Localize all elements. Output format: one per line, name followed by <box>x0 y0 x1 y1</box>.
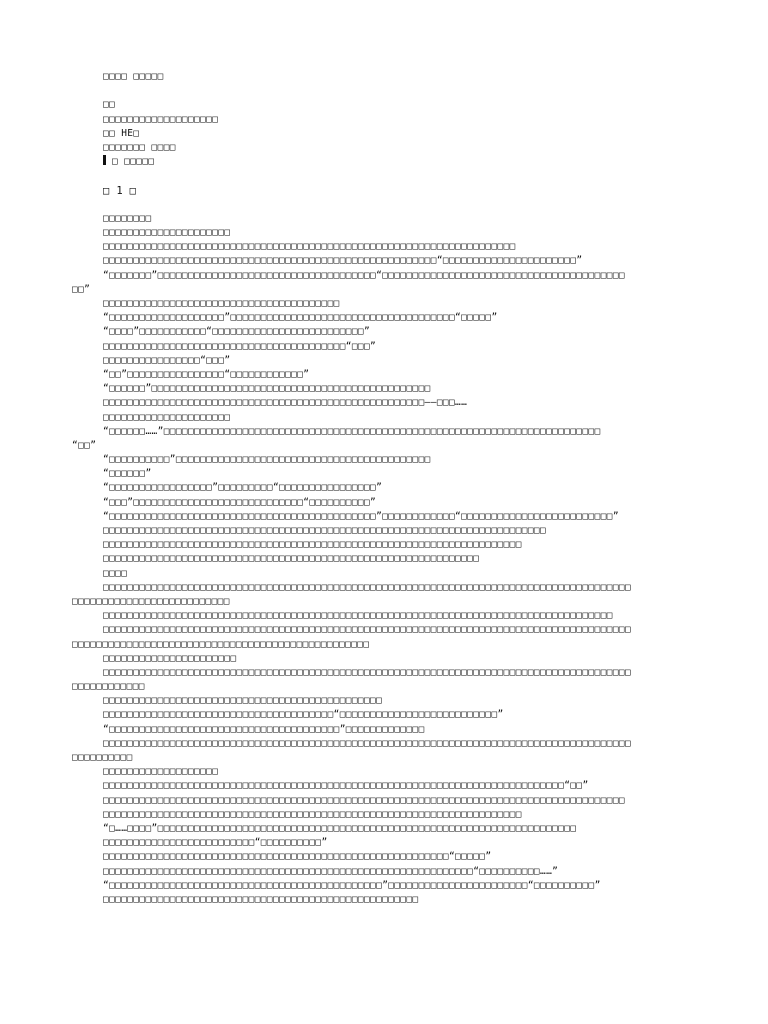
text-line: □□□□□□□□□□□□□□□□□□□□□□□□□“□□□□□□□□□□” <box>103 837 328 849</box>
text-column <box>72 70 712 907</box>
text-line: □□□□□□□□□□□□□□□□□□□□□□ <box>103 652 237 664</box>
text-line: □□□□□□□□□□□□□□□□□□□□□□□□□□□□□□□□□□□□□□□□□□□□□□□□□□□□□□□□□□□□□□□□□□□□□ <box>103 539 522 551</box>
text-line: “□□□□□□”□□□□□□□□□□□□□□□□□□□□□□□□□□□□□□□□□□□□□□□□□□□□□□ <box>103 383 431 395</box>
text-line: □□□□□□□□□□□□□□□□□□□□□□□□□□□□□□□□□□□□□□□□□□□□□□□□□□□□□——□□□…… <box>103 397 468 409</box>
text-line: “□□□□”□□□□□□□□□□□“□□□□□□□□□□□□□□□□□□□□□□□□□” <box>103 326 371 338</box>
text-cursor-marker <box>103 155 106 165</box>
text-line: □□□□□□□□□□□□□□□□□□□□□□□□□□□□□□□□□□□□□□□□□□□□□□□□□□□□□□□□□□□□□□□□□□□□□□□□□□□□“□□” <box>103 780 589 792</box>
text-line: □□□□□□□□□□□□□□□□□□□□□□□□□□□□□□□□□□□□□□□□□□□□□□□□□ <box>72 638 370 650</box>
text-line: “□□□□□□” <box>103 468 152 480</box>
text-line: □□□□□□□□□□□□□□□□□□□□□□□□□□□□□□□□□□□□□□□□□□□□□□□□□□□□□□□□□□□□□□□□□□□□□ <box>103 808 522 820</box>
document-title: □□□□ □□□□□ <box>103 71 164 82</box>
text-line: □□□□□□□□□□ <box>72 752 133 763</box>
chapter-heading: □ 1 □ <box>103 184 137 197</box>
text-line: □□□□□□□□□□□□□□□□□□□ <box>103 766 219 778</box>
text-line: “□□□□□□□□□□□□□□□□□□□□□□□□□□□□□□□□□□□□□□□□□□□□”□□□□□□□□□□□□“□□□□□□□□□□□□□□□□□□□□□□□□□” <box>103 510 619 522</box>
meta-line-with-marker <box>72 155 712 169</box>
text-line: □□□□□□□□□□□□□□□□□□□□□□□□□□□□□□□□□□□□□□□□□□□□□□□□□□□□□□□□□□□□□“□□□□□□□□□□……” <box>103 865 559 877</box>
text-line: □□□□□□□□□□□□□□□□□□□□□ <box>103 227 231 239</box>
text-line: “□□□□□□……”□□□□□□□□□□□□□□□□□□□□□□□□□□□□□□□□□□□□□□□□□□□□□□□□□□□□□□□□□□□□□□□□□□□□□□□□ <box>103 425 601 437</box>
text-line: □□□□□□□□□□□□□□□□□□□□□□□□□□□□□□□□□□□□□□□□□□□□□□□□□□□□□□□□□□□□□□□□□□□□□□□□□□□□□□□□□□□□□□□ <box>103 624 632 636</box>
text-line: □□□□□□□□□□□□□□□□□□□□□□□□□□□□□□□□□□□□□□□□□□□□□□□□□□□□□□□□□“□□□□□” <box>103 851 492 863</box>
meta-line: □□□□□□□□□□□□□□□□□□□ <box>103 113 219 125</box>
text-line: □□□□□□□□□□□□□□□□□□□□□ <box>103 411 231 423</box>
text-line: □□□□□□□□□□□□□□□□□□□□□□□□□□□□□□□□□□□□□□□□□□□□□□□□□□□□□□□□□□□□□□ <box>103 553 480 565</box>
text-line: □□□□□□□□□□□□□□□□□□□□□□□□□□□□□□□□□□□□□□□□□□□□□□□□□□□□□□□□□□□□□□□□□□□□□□□□□□□□□□□□□□□□□□□ <box>103 737 632 749</box>
meta-line: □□ <box>103 99 116 111</box>
text-line: □□□□□□□□□□□□□□□□□□□□□□□□□□□□□□□□□□□□□□“□□□□□□□□□□□□□□□□□□□□□□□□□□” <box>103 709 504 721</box>
meta-line: □□ HE□ <box>103 127 140 139</box>
body-text <box>72 212 712 907</box>
text-line: □□□□□□□□□□□□□□□□□□□□□□□□□□□□□□□□□□□□□□□□□□□□□□ <box>103 695 383 707</box>
text-line: “□……□□□□”□□□□□□□□□□□□□□□□□□□□□□□□□□□□□□□□□□□□□□□□□□□□□□□□□□□□□□□□□□□□□□□□□□□□□ <box>103 822 577 834</box>
text-line: “□□□□□□□□□□□□□□□□□□□□□□□□□□□□□□□□□□□□□□”□□□□□□□□□□□□□ <box>103 723 425 735</box>
text-line: □□□□□□□□□□□□□□□□□□□□□□□□□□□□□□□□□□□□□□□□□□□□□□□□□□□□□□□□□□□□□□□□□□□□□□□□□□□□□□□□□□□□□□ <box>103 794 625 806</box>
text-line: “□□□□□□□”□□□□□□□□□□□□□□□□□□□□□□□□□□□□□□□□□□□□“□□□□□□□□□□□□□□□□□□□□□□□□□□□□□□□□□□□□□□□□ <box>103 269 625 281</box>
text-line: □□□□□□□□□□□□□□□□□□□□□□□□□□□□□□□□□□□□□□□□“□□□” <box>103 340 377 352</box>
text-line: □□□□ <box>103 567 128 579</box>
text-line: □□□□□□□□□□□□□□□□□□□□□□□□□□□□□□□□□□□□□□□□□□□□□□□□□□□□□□□□□□□□□□□□□□□□□□□□□□□□□□□□□□□□ <box>103 610 613 622</box>
text-line: □□” <box>72 283 91 295</box>
text-line: □□□□□□□□□□□□□□□□□□□□□□□□□□ <box>72 595 230 607</box>
text-line: □□□□□□□□□□□□□□□□□□□□□□□□□□□□□□□□□□□□□□□□□□□□□□□□□□□□□□□“□□□□□□□□□□□□□□□□□□□□□□” <box>103 255 583 267</box>
text-line: □□□□□□□□□□□□□□□□□□□□□□□□□□□□□□□□□□□□□□□□□□□□□□□□□□□□□□□□□□□□□□□□□□□□□□□□□ <box>103 525 547 536</box>
text-line: “□□□□□□□□□□□□□□□□□”□□□□□□□□□“□□□□□□□□□□□□□□□□” <box>103 482 383 494</box>
text-line: □□□□□□□□□□□□□□□□“□□□” <box>103 354 231 366</box>
text-line: “□□□□□□□□□□”□□□□□□□□□□□□□□□□□□□□□□□□□□□□□□□□□□□□□□□□□□ <box>103 454 431 466</box>
text-line: □□□□□□□□□□□□□□□□□□□□□□□□□□□□□□□□□□□□□□□□□□□□□□□□□□□□ <box>103 893 419 905</box>
text-line: □□□□□□□□□□□□□□□□□□□□□□□□□□□□□□□□□□□□□□□□□□□□□□□□□□□□□□□□□□□□□□□□□□□□ <box>103 241 516 253</box>
text-line: □□□□□□□□□□□□□□□□□□□□□□□□□□□□□□□□□□□□□□□□□□□□□□□□□□□□□□□□□□□□□□□□□□□□□□□□□□□□□□□□□□□□□□□ <box>103 666 632 678</box>
text-line: □□□□□□□□ <box>103 212 152 224</box>
text-line: □□□□□□□□□□□□□□□□□□□□□□□□□□□□□□□□□□□□□□□□□□□□□□□□□□□□□□□□□□□□□□□□□□□□□□□□□□□□□□□□□□□□□□□ <box>103 581 632 593</box>
meta-line: □□□□□□□ □□□□ <box>103 141 176 153</box>
meta-text: □ □□□□□ <box>112 156 155 168</box>
text-line: “□□” <box>72 439 97 451</box>
text-line: “□□□□□□□□□□□□□□□□□□□□□□□□□□□□□□□□□□□□□□□□□□□□□”□□□□□□□□□□□□□□□□□□□□□□□“□□□□□□□□□□” <box>103 879 601 891</box>
text-line: □□□□□□□□□□□□ <box>72 681 145 693</box>
text-line: “□□□”□□□□□□□□□□□□□□□□□□□□□□□□□□□□“□□□□□□□□□□” <box>103 496 377 508</box>
text-line: “□□”□□□□□□□□□□□□□□□□“□□□□□□□□□□□□” <box>103 368 310 380</box>
text-line: □□□□□□□□□□□□□□□□□□□□□□□□□□□□□□□□□□□□□□□ <box>103 298 340 309</box>
text-line: “□□□□□□□□□□□□□□□□□□□”□□□□□□□□□□□□□□□□□□□□□□□□□□□□□□□□□□□□□“□□□□□” <box>103 312 498 324</box>
